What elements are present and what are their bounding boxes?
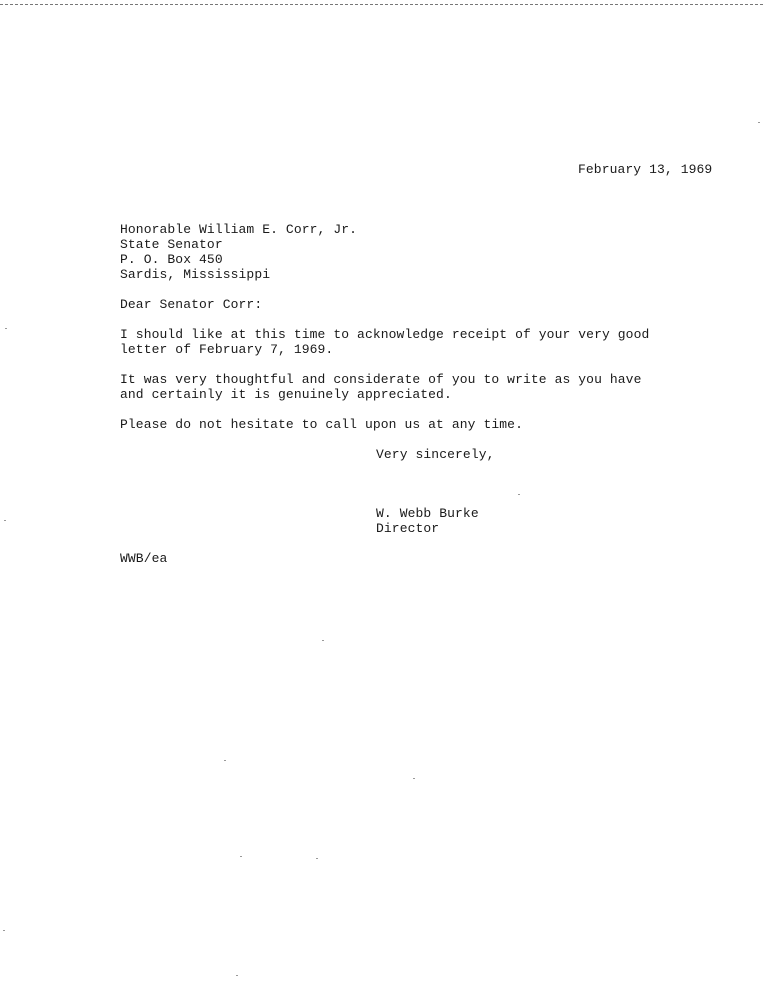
address-line-1: Honorable William E. Corr, Jr. xyxy=(120,222,358,237)
paper-speck xyxy=(5,328,7,329)
paper-speck xyxy=(413,778,415,779)
salutation: Dear Senator Corr: xyxy=(120,297,263,312)
paragraph-2-line-2: and certainly it is genuinely appreciated. xyxy=(120,387,452,402)
paper-speck xyxy=(4,520,6,521)
paper-speck xyxy=(240,856,242,857)
paper-speck xyxy=(518,494,520,495)
paragraph-1-line-1: I should like at this time to acknowledge receipt of your very good xyxy=(120,327,650,342)
letter-date: February 13, 1969 xyxy=(578,162,713,177)
closing: Very sincerely, xyxy=(376,447,495,462)
address-line-2: State Senator xyxy=(120,237,223,252)
paragraph-2-line-1: It was very thoughtful and considerate of you to write as you have xyxy=(120,372,642,387)
signer-title: Director xyxy=(376,521,440,536)
paragraph-3: Please do not hesitate to call upon us at any time. xyxy=(120,417,523,432)
page-top-edge xyxy=(0,4,763,5)
paper-speck xyxy=(224,760,226,761)
address-line-3: P. O. Box 450 xyxy=(120,252,223,267)
signer-name: W. Webb Burke xyxy=(376,506,479,521)
paragraph-1-line-2: letter of February 7, 1969. xyxy=(120,342,334,357)
reference-initials: WWB/ea xyxy=(120,551,168,566)
address-line-4: Sardis, Mississippi xyxy=(120,267,271,282)
paper-speck xyxy=(758,122,760,123)
paper-speck xyxy=(236,975,238,976)
paper-speck xyxy=(322,640,324,641)
paper-speck xyxy=(316,858,318,859)
paper-speck xyxy=(3,930,5,931)
